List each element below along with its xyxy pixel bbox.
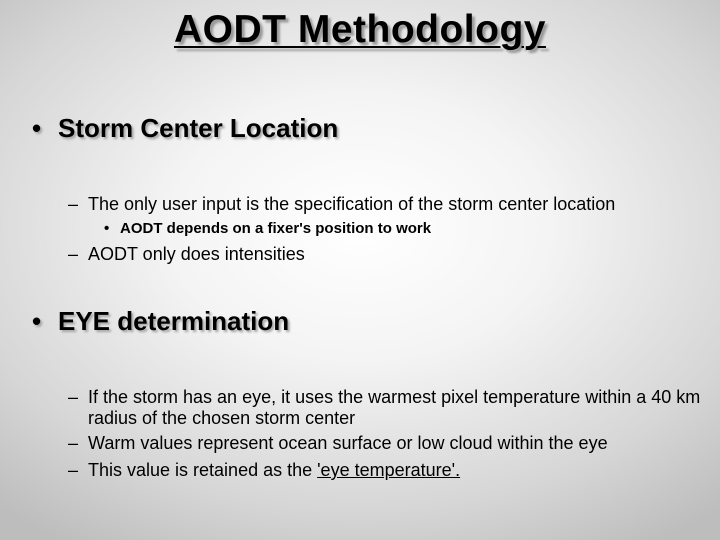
slide-title: AODT Methodology bbox=[174, 8, 546, 51]
sub-bullet-text: Warm values represent ocean surface or low cloud within the eye bbox=[88, 433, 608, 453]
sub-sub-bullet-text: AODT depends on a fixer's position to work bbox=[120, 220, 432, 237]
bullet-eye-determination bbox=[32, 306, 289, 337]
dash-marker: – bbox=[68, 433, 79, 453]
bullet-marker: • bbox=[32, 306, 42, 336]
sub-bullet-user-input bbox=[68, 194, 615, 215]
dash-marker: – bbox=[68, 387, 79, 407]
bullet-storm-center bbox=[32, 113, 338, 144]
sub-bullet-warmest-pixel bbox=[68, 387, 708, 429]
dash-marker: – bbox=[68, 194, 79, 214]
eye-temperature-link[interactable]: 'eye temperature'. bbox=[317, 460, 461, 480]
bullet-text: EYE determination bbox=[58, 306, 290, 336]
bullet-marker: • bbox=[104, 220, 110, 237]
sub-bullet-intensities bbox=[68, 244, 305, 265]
sub-bullet-warm-values bbox=[68, 433, 608, 454]
sub-bullet-eye-temperature bbox=[68, 460, 460, 481]
dash-marker: – bbox=[68, 244, 79, 264]
dash-marker: – bbox=[68, 460, 79, 480]
sub-sub-bullet-fixer bbox=[104, 220, 431, 237]
sub-bullet-text: The only user input is the specification of the storm center location bbox=[88, 194, 616, 214]
sub-bullet-text: If the storm has an eye, it uses the warmest pixel temperature within a 40 km radius of the chosen storm center bbox=[88, 387, 701, 428]
bullet-marker: • bbox=[32, 113, 42, 143]
sub-bullet-text: AODT only does intensities bbox=[88, 244, 305, 264]
sub-bullet-text: This value is retained as the bbox=[88, 460, 318, 480]
bullet-text: Storm Center Location bbox=[58, 113, 339, 143]
